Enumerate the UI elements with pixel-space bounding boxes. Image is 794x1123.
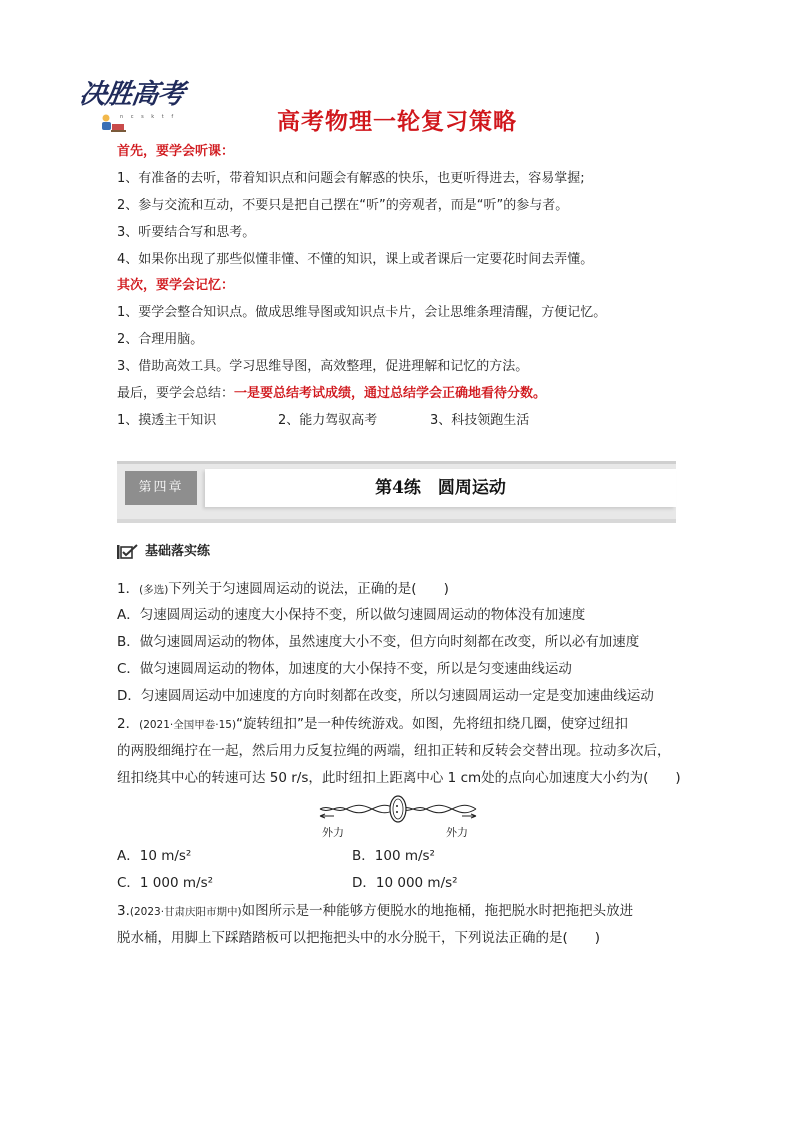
- first-heading: 首先，要学会听课：: [117, 144, 235, 159]
- summary-line: [117, 386, 546, 402]
- summary-emphasis: 一是要总结考试成绩，通过总结学会正确地看待分数。: [234, 386, 547, 401]
- chapter-title: 第4练 圆周运动: [375, 478, 506, 498]
- logo-subtext: n c s k t f: [120, 114, 177, 120]
- option-b: B．做匀速圆周运动的物体，虽然速度大小不变，但方向时刻都在改变，所以必有加速度: [117, 634, 640, 650]
- tip-item: 3、科技领跑生活: [430, 413, 530, 428]
- checkbox-pencil-icon: [117, 544, 139, 560]
- spinning-button-diagram: [318, 794, 478, 840]
- question-text: “旋转纽扣”是一种传统游戏。如图，先将纽扣绕几圈，使穿过纽扣: [236, 716, 629, 732]
- chapter-label: 第四章: [125, 471, 197, 505]
- logo-text: 决胜高考: [77, 79, 186, 110]
- question-number: 1．: [117, 581, 140, 597]
- tip-item: 1、摸透主干知识: [117, 413, 217, 428]
- summary-prefix: 最后，要学会总结：: [117, 386, 235, 401]
- question-2-line: 纽扣绕其中心的转速可达 50 r/s，此时纽扣上距离中心 1 cm处的点向心加速度大小约为( ): [117, 770, 681, 786]
- chapter-banner: [117, 461, 676, 523]
- first-item: 2、参与交流和互动，不要只是把自己摆在“听”的旁观者，而是“听”的参与者。: [117, 198, 569, 213]
- option-a: A．匀速圆周运动的速度大小保持不变，所以做匀速圆周运动的物体没有加速度: [117, 607, 586, 623]
- section-title: 基础落实练: [145, 544, 211, 559]
- first-item: 4、如果你出现了那些似懂非懂、不懂的知识，课上或者课后一定要花时间去弄懂。: [117, 252, 594, 267]
- question-tag: (多选): [139, 584, 169, 596]
- question-tag: (2023·甘肃庆阳市期中): [129, 906, 242, 918]
- second-item: 1、要学会整合知识点。做成思维导图或知识点卡片，会让思维条理清醒，方便记忆。: [117, 305, 607, 320]
- second-item: 3、借助高效工具。学习思维导图，高效整理，促进理解和记忆的方法。: [117, 359, 529, 374]
- question-number: 3.: [117, 903, 130, 919]
- option-c: C．做匀速圆周运动的物体，加速度的大小保持不变，所以是匀变速曲线运动: [117, 661, 572, 677]
- option-b: B．100 m/s²: [352, 848, 435, 864]
- question-3-stem: [117, 903, 633, 920]
- second-item: 2、合理用脑。: [117, 332, 204, 347]
- question-text: 如图所示是一种能够方便脱水的地拖桶，拖把脱水时把拖把头放进: [241, 903, 634, 919]
- first-item: 1、有准备的去听，带着知识点和问题会有解惑的快乐，也更听得进去，容易掌握;: [117, 171, 585, 186]
- option-d: D．匀速圆周运动中加速度的方向时刻都在改变，所以匀速圆周运动一定是变加速曲线运动: [117, 688, 654, 704]
- question-tag: (2021·全国甲卷·15): [139, 719, 237, 731]
- page-title: 高考物理一轮复习策略: [277, 109, 517, 135]
- question-1-stem: [117, 581, 449, 598]
- question-text: 下列关于匀速圆周运动的说法，正确的是( ): [168, 581, 449, 597]
- question-2-stem: [117, 716, 628, 733]
- first-item: 3、听要结合写和思考。: [117, 225, 256, 240]
- left-force-label: 外力: [322, 826, 344, 839]
- right-force-label: 外力: [446, 826, 468, 839]
- option-a: A．10 m/s²: [117, 848, 192, 864]
- twisted-string-figure: [318, 794, 478, 824]
- second-heading: 其次，要学会记忆：: [117, 278, 235, 293]
- option-d: D．10 000 m/s²: [352, 875, 458, 891]
- question-2-line: 的两股细绳拧在一起，然后用力反复拉绳的两端，纽扣正转和反转会交替出现。拉动多次后，: [117, 743, 671, 759]
- question-number: 2．: [117, 716, 140, 732]
- option-c: C．1 000 m/s²: [117, 875, 214, 891]
- question-3-line: 脱水桶，用脚上下踩踏踏板可以把拖把头中的水分脱干，下列说法正确的是( ): [117, 930, 601, 946]
- tip-item: 2、能力驾驭高考: [278, 413, 378, 428]
